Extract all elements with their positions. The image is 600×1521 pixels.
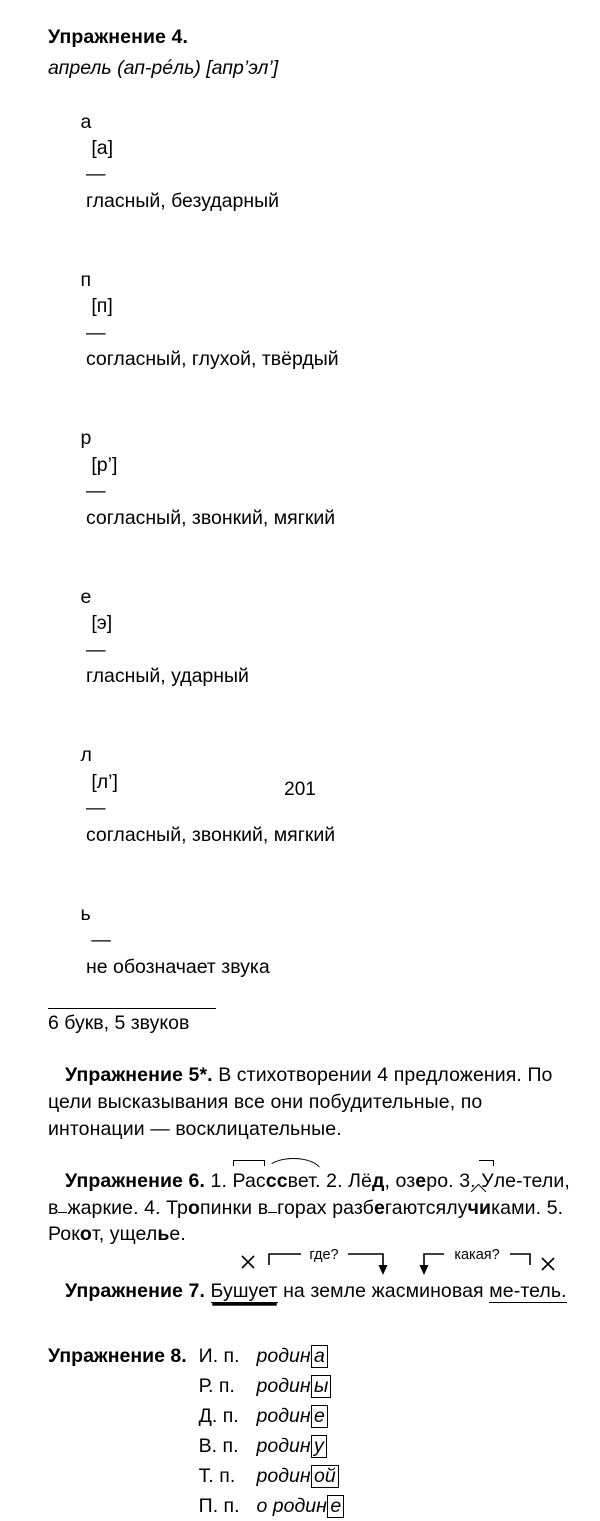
question-label-kakaya: какая? (454, 1246, 500, 1263)
word-tropinki-pre: Тр (166, 1196, 188, 1219)
word-uleteli-cont: тели, (522, 1170, 570, 1193)
ending-box: е (311, 1405, 328, 1428)
question-bracket-kakaya (424, 1254, 530, 1266)
sound-row-letter: п (80, 269, 92, 292)
exercise-7-title: Упражнение 7. (65, 1279, 205, 1302)
exercise-8 (48, 1341, 570, 1521)
sound-row-description: согласный, глухой, твёрдый (85, 348, 339, 371)
sound-row-description: гласный, безударный (85, 189, 280, 212)
table-row (48, 1461, 344, 1491)
item-number-3: 3. (459, 1170, 476, 1193)
exercise-4-word-line: апрель (ап-ре́ль) [апр’эл’] (48, 56, 279, 79)
title-spacer (48, 1431, 199, 1461)
page-number: 201 (284, 779, 316, 800)
word-rokot-pre: Рок (48, 1223, 80, 1246)
case-label: Т. п. (198, 1464, 236, 1487)
exercise-5-body: В стихотворении 4 предложения. По цели высказывания все они побудительные, по интонации — восклицательные. (48, 1064, 553, 1140)
sound-row-dash: — (85, 480, 106, 503)
word-razbegayutsya-post: гаются (384, 1196, 447, 1219)
sound-row-letter: ь (80, 902, 91, 925)
case-label: П. п. (198, 1494, 240, 1517)
sound-row-letter: а (80, 110, 92, 133)
exercise-5-title: Упражнение 5*. (65, 1064, 213, 1087)
word-ushchelye-post: е. (169, 1223, 186, 1246)
ending-box: е (327, 1495, 344, 1518)
table-row (48, 1431, 344, 1461)
sound-row-transcription: [э] (91, 612, 113, 635)
case-label: Д. п. (198, 1404, 239, 1427)
cross-mark-predicate (242, 1256, 254, 1268)
word-luchikami-post: ками. (491, 1196, 542, 1219)
sound-row-dash: — (91, 929, 111, 952)
bold-letter-soft-sign: ь (157, 1223, 170, 1246)
word-stem: родин (256, 1464, 311, 1487)
title-spacer (48, 1461, 199, 1491)
sound-row-transcription: [а] (91, 137, 114, 159)
sound-row-dash: — (85, 638, 106, 661)
bold-letters-ss: сс (265, 1170, 288, 1193)
exercise-5-paragraph (48, 1062, 570, 1142)
case-label: Р. п. (198, 1374, 235, 1397)
word-uleteli-rest: ле- (493, 1170, 523, 1193)
exercise-6 (48, 1168, 570, 1248)
case-form (257, 1401, 345, 1431)
item-number-5: 5. (546, 1196, 564, 1219)
item-number-1: 1. (210, 1170, 227, 1193)
question-bracket-gde (269, 1254, 383, 1266)
prefix-mark-u: У (481, 1168, 494, 1195)
prefix-mark-ras: Рас (233, 1168, 266, 1195)
bold-letter-o-tropinki: о (188, 1196, 201, 1219)
ending-box: ой (311, 1465, 339, 1488)
comma-after-lyod: , (384, 1170, 390, 1193)
word-stem: родин (256, 1404, 311, 1427)
case-label: В. п. (198, 1434, 239, 1457)
summary-divider (48, 1008, 216, 1009)
root-rest: вет. (287, 1170, 321, 1193)
exercise-6-paragraph (48, 1168, 570, 1248)
word-stem: о родин (256, 1494, 327, 1517)
sound-row (48, 399, 570, 557)
sound-row-description: не обозначает звука (85, 955, 270, 978)
word-stem: родин (256, 1434, 311, 1457)
suffix-mark-chi: чи (468, 1195, 492, 1222)
root-mark-svet (266, 1168, 321, 1195)
sound-row-letter: р (80, 427, 92, 450)
word-ozero-post: ро. (426, 1170, 454, 1193)
exercise-6-title: Упражнение 6. (65, 1170, 205, 1193)
sound-row-description: согласный, звонкий, мягкий (85, 823, 336, 846)
sound-row (48, 558, 570, 716)
exercise-4-title: Упражнение 4. (48, 26, 188, 48)
sound-row-description: гласный, ударный (85, 665, 249, 688)
table-row (48, 1371, 344, 1401)
table-row (48, 1341, 344, 1371)
sound-row (48, 82, 570, 240)
word-gorah: горах (277, 1196, 327, 1219)
case-form (257, 1491, 345, 1521)
arrow-head-kakaya (420, 1265, 429, 1275)
sound-row-letter: е (80, 585, 92, 608)
bold-letter-o-rokot: о (79, 1223, 92, 1246)
title-spacer (48, 1491, 199, 1521)
sound-row-dash: — (85, 321, 106, 344)
phrase-na-zemle: на земле (283, 1279, 367, 1302)
preposition-v-2: в (257, 1196, 269, 1219)
exercise-4-heading (48, 24, 570, 51)
bold-letter-e-razbegayutsya: е (373, 1196, 385, 1219)
exercise-4-summary: 6 букв, 5 звуков (48, 1012, 190, 1035)
subject-metel-part1: ме- (489, 1279, 521, 1302)
sound-row-letter: л (80, 744, 92, 767)
attribute-zhasminovaya: жасминовая (371, 1279, 484, 1302)
case-form (257, 1341, 345, 1371)
word-lyod-stem: Лё (348, 1170, 372, 1193)
bold-letter-e-ozero: е (415, 1170, 427, 1193)
predicate-bushuet: Бушует (210, 1279, 278, 1302)
sound-row (48, 874, 570, 1006)
word-stem: родин (256, 1344, 311, 1367)
exercise-8-title: Упражнение 8. (48, 1344, 187, 1367)
case-form (257, 1371, 345, 1401)
sound-row-description: согласный, звонкий, мягкий (85, 506, 336, 529)
arrow-head-gde (379, 1265, 388, 1275)
bold-letter-d: д (371, 1170, 385, 1193)
sound-row-transcription: [р’] (91, 453, 118, 476)
declension-table (48, 1341, 344, 1521)
word-zharkie: жаркие. (67, 1196, 139, 1219)
word-ushchelye-pre: ущел (109, 1223, 158, 1246)
sound-row-dash: — (85, 797, 106, 820)
sound-row-transcription: [л’] (91, 770, 118, 793)
question-label-gde: где? (309, 1246, 339, 1263)
ending-box: ы (311, 1375, 331, 1398)
table-row (48, 1401, 344, 1431)
word-stem: родин (256, 1374, 311, 1397)
sound-row (48, 241, 570, 399)
exercise-7 (48, 1246, 570, 1305)
subject-metel-part2: тель. (520, 1279, 567, 1302)
item-number-4: 4. (144, 1196, 161, 1219)
word-ozero-pre: оз (395, 1170, 416, 1193)
word-luchikami-pre: лу (446, 1196, 468, 1219)
preposition-v-1: в (48, 1196, 59, 1219)
title-spacer (48, 1401, 199, 1431)
sound-row-transcription: [п] (91, 295, 113, 318)
exercise-5 (48, 1062, 570, 1142)
word-razbegayutsya-pre: разб (332, 1196, 374, 1219)
word-rokot-post: т, (91, 1223, 105, 1246)
case-form (257, 1431, 345, 1461)
sound-row-dash: — (85, 163, 106, 186)
title-spacer (48, 1371, 199, 1401)
ending-box: у (311, 1435, 327, 1458)
ending-box: а (311, 1345, 328, 1368)
item-number-2: 2. (326, 1170, 343, 1193)
cross-mark-subject (542, 1258, 554, 1270)
case-form (257, 1461, 345, 1491)
case-label: И. п. (198, 1344, 240, 1367)
table-row (48, 1491, 344, 1521)
word-tropinki-post: пинки (200, 1196, 253, 1219)
exercise-4 (48, 24, 570, 1036)
exercise-7-paragraph (48, 1278, 570, 1305)
